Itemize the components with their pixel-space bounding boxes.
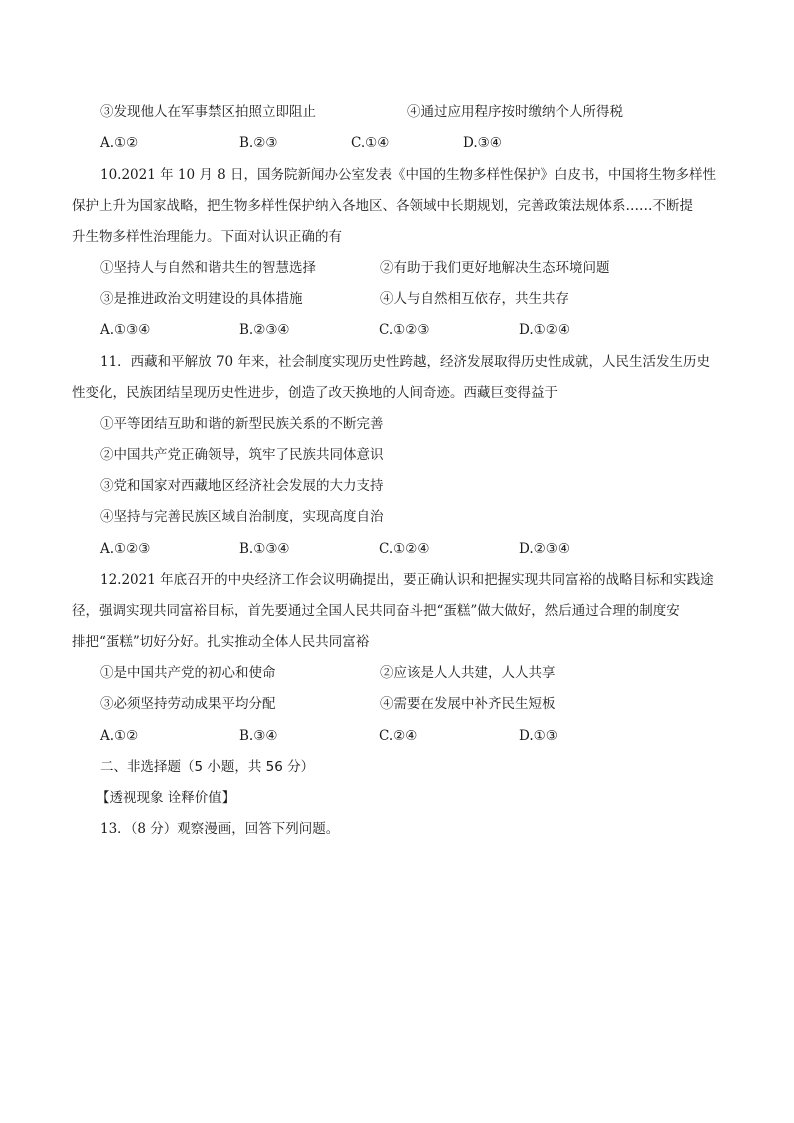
section-subheading: 【透视现象 诠释价值】 [96,790,236,806]
q12-statements-row-2 [100,694,700,714]
q12-statement-3: ③必须坚持劳动成果平均分配 [100,696,276,712]
q10-statement-4: ④人与自然相互依存，共生共存 [380,291,569,307]
q12-statements-row-1 [100,663,700,683]
q10-statements-row-1 [100,258,700,278]
q9-choice-a: A.①② [100,135,139,151]
q10-statement-3: ③是推进政治文明建设的具体措施 [100,291,303,307]
q11-choice-c: C.①②④ [379,541,430,557]
q10-choices [100,320,700,340]
q11-statement-1: ①平等团结互助和谐的新型民族关系的不断完善 [100,416,384,432]
q10-statement-2: ②有助于我们更好地解决生态环境问题 [380,260,610,276]
q9-statements-row-2 [100,102,700,122]
q9-choice-b: B.②③ [239,135,278,151]
q12-statement-2: ②应该是人人共建，人人共享 [380,665,556,681]
q11-stem-line-2: 性变化，民族团结呈现历史性进步，创造了改天换地的人间奇迹。西藏巨变得益于 [72,385,558,401]
q10-choice-b: B.②③④ [239,322,290,338]
q11-statement-2: ②中国共产党正确领导，筑牢了民族共同体意识 [100,447,384,463]
q11-choice-b: B.①③④ [239,541,290,557]
q12-statement-1: ①是中国共产党的初心和使命 [100,665,276,681]
q11-statement-3: ③党和国家对西藏地区经济社会发展的大力支持 [100,478,384,494]
q11-choice-d: D.②③④ [519,541,570,557]
q12-stem-line-3: 排把“蛋糕”切好分好。扎实推动全体人民共同富裕 [72,634,370,650]
q9-statement-4: ④通过应用程序按时缴纳个人所得税 [407,104,623,120]
q12-stem-line-2: 径，强调实现共同富裕目标，首先要通过全国人民共同奋斗把“蛋糕”做大做好，然后通过合理的制度安 [72,603,680,619]
q9-statement-3: ③发现他人在军事禁区拍照立即阻止 [100,104,316,120]
q10-choice-c: C.①②③ [379,322,430,338]
q10-statement-1: ①坚持人与自然和谐共生的智慧选择 [100,260,316,276]
q12-choices [100,726,700,746]
q12-choice-a: A.①② [100,728,139,744]
section-heading: 二、非选择题（5 小题，共 56 分） [100,759,315,775]
q13-prompt: 13．（8 分）观察漫画，回答下列问题。 [100,821,340,837]
q12-choice-d: D.①③ [519,728,558,744]
q11-choices [100,539,700,559]
q12-choice-c: C.②④ [379,728,418,744]
q12-choice-b: B.③④ [239,728,278,744]
q9-choice-c: C.①④ [351,135,390,151]
q12-statement-4: ④需要在发展中补齐民生短板 [380,696,556,712]
q10-choice-d: D.①②④ [519,322,570,338]
q11-stem-line-1: 11．西藏和平解放 70 年来，社会制度实现历史性跨越，经济发展取得历史性成就，人民生活发生历史 [100,354,710,370]
q11-statement-4: ④坚持与完善民族区域自治制度，实现高度自治 [100,509,384,525]
q10-stem-line-2: 保护上升为国家战略，把生物多样性保护纳入各地区、各领域中长期规划，完善政策法规体系……不断提 [72,198,693,214]
q10-stem-line-3: 升生物多样性治理能力。下面对认识正确的有 [72,229,342,245]
q10-choice-a: A.①③④ [100,322,151,338]
q10-statements-row-2 [100,289,700,309]
q10-stem-line-1: 10.2021 年 10 月 8 日，国务院新闻办公室发表《中国的生物多样性保护》白皮书，中国将生物多样性 [100,167,717,183]
q9-choices [100,133,700,153]
q11-choice-a: A.①②③ [100,541,151,557]
q9-choice-d: D.③④ [463,135,502,151]
q12-stem-line-1: 12.2021 年底召开的中央经济工作会议明确提出，要正确认识和把握实现共同富裕的战略目标和实践途 [100,572,714,588]
